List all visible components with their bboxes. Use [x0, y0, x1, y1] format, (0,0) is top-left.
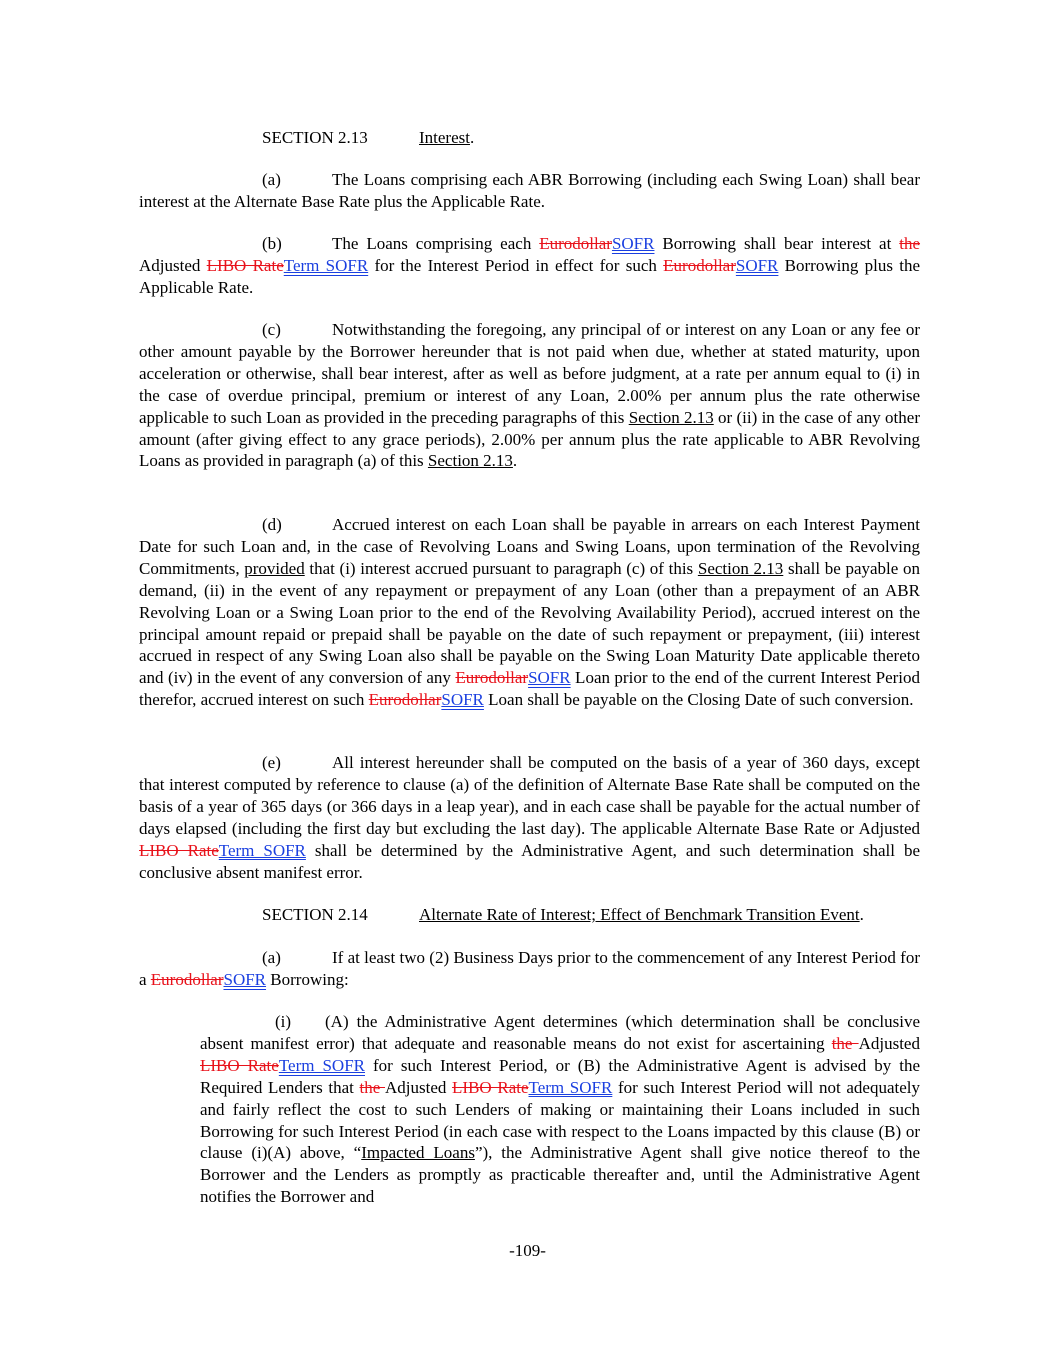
text-run: Borrowing:: [266, 969, 349, 989]
text-run: for such Interest Period will not adequately and fairly reflect the cost to such Lenders of making or maintaining their Loans included in such Borrowing for such Interest Period (in each case with respect to the Loans impacted by this clause (B) or clause (i)(A) above, “: [200, 1077, 921, 1163]
subparagraph-i: [200, 1011, 920, 1208]
text-run: All interest hereunder shall be computed on the basis of a year of 360 days, except that interest computed by reference to clause (a) of the definition of Alternate Base Rate shall be computed on the basis of a year of 365 days (or 366 days in a leap year), and in each case shall be payable for the actual number of days elapsed (including the first day but excluding the last day). The applicable Alternate Base Rate or Adjusted: [139, 753, 920, 838]
inserted-text: Term SOFR: [283, 255, 369, 275]
subparagraph-label: (i): [275, 1012, 292, 1031]
paragraph-label: (e): [262, 753, 281, 772]
paragraph-label: (b): [262, 234, 282, 253]
section-2-13-heading: [262, 127, 474, 149]
paragraph-label: (c): [262, 320, 281, 339]
deleted-text: Eurodollar: [455, 668, 529, 688]
section-number: SECTION 2.13: [262, 128, 368, 147]
text-run: (A) the Administrative Agent determines (which determination shall be conclusive absent manifest error) that adequate and reasonable means do not exist for ascertaining: [200, 1012, 920, 1053]
deleted-text: Eurodollar: [368, 690, 442, 710]
section-title-period: .: [859, 905, 864, 924]
text-run: ”), the Administrative Agent shall give notice thereof to the Borrower and the Lenders as promptly as practicable thereafter and, until the Administrative Agent notifies the Borrower and: [200, 1143, 921, 1207]
text-run: that (i) interest accrued pursuant to paragraph (c) of this: [304, 558, 698, 578]
defined-term: Impacted Loans: [361, 1143, 475, 1163]
section-reference: Section 2.13: [427, 451, 513, 471]
paragraph-d: [139, 514, 920, 711]
text-run: .: [512, 451, 518, 471]
provided-term: provided: [244, 558, 305, 578]
inserted-text: SOFR: [735, 255, 779, 275]
paragraph-c: [139, 319, 920, 472]
text-run: Borrowing plus the Applicable Rate.: [139, 255, 920, 297]
text-run: for such Interest Period, or (B) the Administrative Agent is advised by the Required Lenders that: [200, 1055, 920, 1097]
deleted-text: LIBO Rate: [206, 255, 284, 275]
deleted-text: LIBO Rate: [200, 1055, 279, 1075]
text-run: Accrued interest on each Loan shall be payable in arrears on each Interest Payment Date for such Loan and, in the case of Revolving Loans and Swing Loans, upon termination of the Revolving Commitments,: [139, 515, 920, 578]
inserted-text: Term SOFR: [278, 1055, 365, 1075]
text-run: for the Interest Period in effect for such: [368, 255, 664, 275]
section-2-14-heading: [262, 904, 864, 926]
text-run: If at least two (2) Business Days prior to the commencement of any Interest Period for a: [139, 948, 920, 989]
deleted-text: Eurodollar: [150, 969, 224, 989]
paragraph-label: (d): [262, 515, 282, 534]
section-reference: Section 2.13: [697, 558, 784, 578]
paragraph-label: (a): [262, 170, 281, 189]
deleted-text: the: [831, 1033, 859, 1053]
deleted-text: LIBO Rate: [452, 1077, 529, 1097]
text-run: or (ii) in the case of any other amount (after giving effect to any grace periods), 2.00% per annum plus the rate applicable to ABR Revolving Loans as provided in paragraph (a) of this: [139, 407, 920, 471]
text-run: shall be payable on demand, (ii) in the event of any repayment or prepayment of any Loan (other than a prepayment of an ABR Revolving Loan or a Swing Loan prior to the end of the Revolving Availability Period), accrued interest on the principal amount repaid or prepaid shall be payable on the date of such repayment or prepayment, (iii) interest accrued in respect of any Swing Loan also shall be payable on the Swing Loan Maturity Date applicable thereto and (iv) in the event of any conversion of any: [139, 558, 920, 688]
inserted-text: SOFR: [611, 234, 655, 253]
inserted-text: SOFR: [528, 668, 571, 688]
text-run: Loan prior to the end of the current Interest Period therefor, accrued interest on such: [139, 668, 921, 710]
deleted-text: Eurodollar: [539, 234, 612, 253]
deleted-text: LIBO Rate: [139, 840, 219, 860]
inserted-text: SOFR: [223, 969, 267, 989]
page-number: -109-: [509, 1241, 546, 1260]
section-title: Alternate Rate of Interest; Effect of Benchmark Transition Event: [419, 905, 860, 924]
section-reference: Section 2.13: [628, 407, 714, 427]
paragraph-e: [139, 752, 920, 883]
deleted-text: the: [359, 1077, 385, 1097]
deleted-text: Eurodollar: [663, 255, 736, 275]
inserted-text: Term SOFR: [528, 1077, 613, 1097]
deleted-text: the: [899, 234, 921, 253]
inserted-text: Term SOFR: [218, 840, 306, 860]
paragraph-b: [139, 233, 920, 299]
text-run: Loan shall be payable on the Closing Date of such conversion.: [483, 690, 914, 710]
section-title-period: .: [469, 128, 475, 147]
section-number: SECTION 2.14: [262, 905, 368, 924]
paragraph-text: The Loans comprising each ABR Borrowing (including each Swing Loan) shall bear interest at the Alternate Base Rate plus the Applicable Rate.: [139, 170, 920, 211]
text-run: Adjusted: [858, 1033, 920, 1053]
text-run: The Loans comprising each: [332, 234, 540, 253]
text-run: Notwithstanding the foregoing, any principal of or interest on any Loan or any fee or other amount payable by the Borrower hereunder that is not paid when due, whether at stated maturity, upon acceleration or otherwise, shall bear interest, after as well as before judgment, at a rate per annum equal to (i) in the case of overdue principal, premium or interest of any Loan, 2.00% per annum plus the rate otherwise applicable to such Loan as provided in the preceding paragraphs of this: [139, 320, 920, 427]
paragraph-a: [139, 169, 920, 213]
text-run: Adjusted: [139, 255, 207, 275]
paragraph-label: (a): [262, 948, 281, 967]
text-run: Adjusted: [385, 1077, 453, 1097]
paragraph-2-14-a: [139, 947, 920, 991]
text-run: shall be determined by the Administrative Agent, and such determination shall be conclusive absent manifest error.: [139, 840, 920, 882]
text-run: Borrowing shall bear interest at: [654, 234, 900, 253]
inserted-text: SOFR: [441, 690, 484, 710]
section-title: Interest: [419, 128, 470, 147]
